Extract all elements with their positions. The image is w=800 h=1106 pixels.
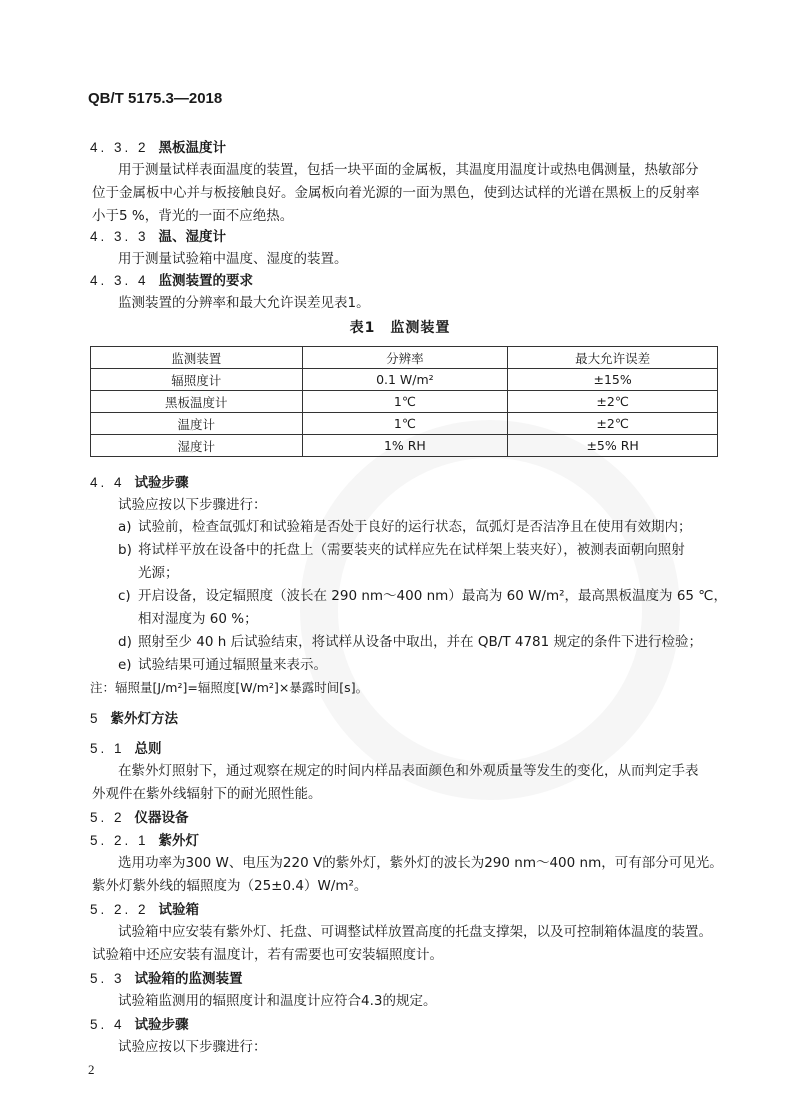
list-item-text: 试验结果可通过辐照量来表示。: [138, 657, 327, 673]
section-number: 5. 2: [90, 810, 125, 825]
heading-4-3-3: [90, 225, 226, 249]
table-cell: ±15%: [508, 369, 718, 391]
paragraph-line: 在紫外灯照射下，通过观察在规定的时间内样品表面颜色和外观质量等发生的变化，从而判定手表: [118, 763, 699, 779]
section-number: 5. 2. 1: [90, 833, 149, 848]
section-title: 紫外灯方法: [110, 711, 179, 727]
standard-code: QB/T 5175.3—2018: [88, 90, 223, 107]
table-cell: 0.1 W/m²: [302, 369, 508, 391]
table-cell: ±2℃: [508, 413, 718, 435]
heading-5-1: [90, 737, 162, 761]
list-item-text: 照射至少 40 h 后试验结束，将试样从设备中取出，并在 QB/T 4781 规定的条件下进行检验；: [138, 634, 703, 650]
paragraph-line: 位于金属板中心并与板接触良好。金属板向着光源的一面为黑色，使到达试样的光谱在黑板上的反射率: [92, 185, 700, 201]
table-title: 表1 监测装置: [349, 320, 451, 336]
heading-5-2-2: [90, 898, 199, 922]
table-cell: 湿度计: [91, 435, 303, 457]
section-number: 5. 3: [90, 971, 125, 986]
section-number: 5. 1: [90, 741, 125, 756]
table-cell: 辐照度计: [91, 369, 303, 391]
section-title: 仪器设备: [134, 810, 189, 826]
table-header-row: [91, 347, 718, 369]
list-item: [118, 516, 692, 539]
monitoring-device-table: [90, 346, 718, 457]
heading-4-3-4: [90, 269, 253, 293]
paragraph-line: 用于测量试验箱中温度、湿度的装置。: [118, 251, 348, 267]
section-title: 试验箱的监测装置: [134, 971, 243, 987]
section-number: 5. 4: [90, 1017, 125, 1032]
section-title: 试验步骤: [134, 475, 189, 491]
section-number: 4. 3. 4: [90, 273, 149, 288]
heading-4-4: [90, 471, 189, 495]
paragraph-line: 选用功率为300 W、电压为220 V的紫外灯，紫外灯的波长为290 nm～400 nm，可有部分可见光。: [118, 855, 723, 871]
page-number: 2: [88, 1062, 95, 1077]
section-title: 温、湿度计: [158, 229, 227, 245]
heading-4-3-2: [90, 136, 226, 160]
paragraph-line: 监测装置的分辨率和最大允许误差见表1。: [118, 295, 370, 311]
section-number: 4. 3. 3: [90, 229, 149, 244]
table-cell: 1℃: [302, 413, 508, 435]
column-header: 监测装置: [91, 347, 303, 369]
table-row: [91, 369, 718, 391]
list-item: [118, 654, 327, 677]
list-marker: e): [118, 657, 132, 673]
list-marker: a): [118, 519, 132, 535]
note: 注：辐照量[J/m²]=辐照度[W/m²]×暴露时间[s]。: [90, 680, 369, 695]
list-item-text: 开启设备，设定辐照度（波长在 290 nm～400 nm）最高为 60 W/m²，最高黑板温度为 65 ℃，: [138, 588, 727, 604]
heading-5-2: [90, 806, 189, 830]
paragraph-line: 紫外灯紫外线的辐照度为（25±0.4）W/m²。: [92, 878, 368, 894]
heading-5-2-1: [90, 829, 199, 853]
heading-5-4: [90, 1013, 189, 1037]
table-cell: 1% RH: [302, 435, 508, 457]
table-cell: ±5% RH: [508, 435, 718, 457]
section-number: 4. 3. 2: [90, 140, 149, 155]
paragraph-line: 试验箱中应安装有紫外灯、托盘、可调整试样放置高度的托盘支撑架，以及可控制箱体温度的装置。: [118, 924, 712, 940]
list-item-continuation: 光源；: [138, 565, 179, 581]
section-title: 总则: [134, 741, 162, 757]
table-row: [91, 435, 718, 457]
section-title: 试验箱: [158, 902, 200, 918]
list-item-text: 将试样平放在设备中的托盘上（需要装夹的试样应先在试样架上装夹好），被测表面朝向照射: [138, 542, 685, 558]
table-row: [91, 413, 718, 435]
section-title: 紫外灯: [158, 833, 200, 849]
paragraph-line: 用于测量试样表面温度的装置，包括一块平面的金属板，其温度用温度计或热电偶测量，热敏部分: [118, 162, 699, 178]
paragraph-line: 试验箱监测用的辐照度计和温度计应符合4.3的规定。: [118, 993, 437, 1009]
column-header: 最大允许误差: [508, 347, 718, 369]
table-row: [91, 391, 718, 413]
watermark-seal: [300, 420, 680, 800]
list-item: [118, 585, 727, 608]
heading-5: [90, 707, 178, 731]
column-header: 分辨率: [302, 347, 508, 369]
table-cell: ±2℃: [508, 391, 718, 413]
section-number: 5. 2. 2: [90, 902, 149, 917]
list-item-continuation: 相对湿度为 60 %；: [138, 611, 258, 627]
section-title: 监测装置的要求: [158, 273, 254, 289]
list-marker: c): [118, 588, 131, 604]
paragraph-line: 试验应按以下步骤进行：: [118, 497, 267, 513]
table-cell: 温度计: [91, 413, 303, 435]
table-cell: 黑板温度计: [91, 391, 303, 413]
section-title: 黑板温度计: [158, 140, 227, 156]
list-marker: b): [118, 542, 132, 558]
table-cell: 1℃: [302, 391, 508, 413]
list-item: [118, 539, 685, 562]
heading-5-3: [90, 967, 243, 991]
section-number: 4. 4: [90, 475, 125, 490]
list-marker: d): [118, 634, 132, 650]
paragraph-line: 小于5 %，背光的一面不应绝热。: [92, 208, 294, 224]
paragraph-line: 试验箱中还应安装有温度计，若有需要也可安装辐照度计。: [92, 947, 443, 963]
section-number: 5: [90, 711, 101, 726]
section-title: 试验步骤: [134, 1017, 189, 1033]
paragraph-line: 试验应按以下步骤进行：: [118, 1039, 267, 1055]
list-item: [118, 631, 702, 654]
paragraph-line: 外观件在紫外线辐射下的耐光照性能。: [92, 786, 322, 802]
list-item-text: 试验前，检查氙弧灯和试验箱是否处于良好的运行状态，氙弧灯是否洁净且在使用有效期内；: [138, 519, 692, 535]
